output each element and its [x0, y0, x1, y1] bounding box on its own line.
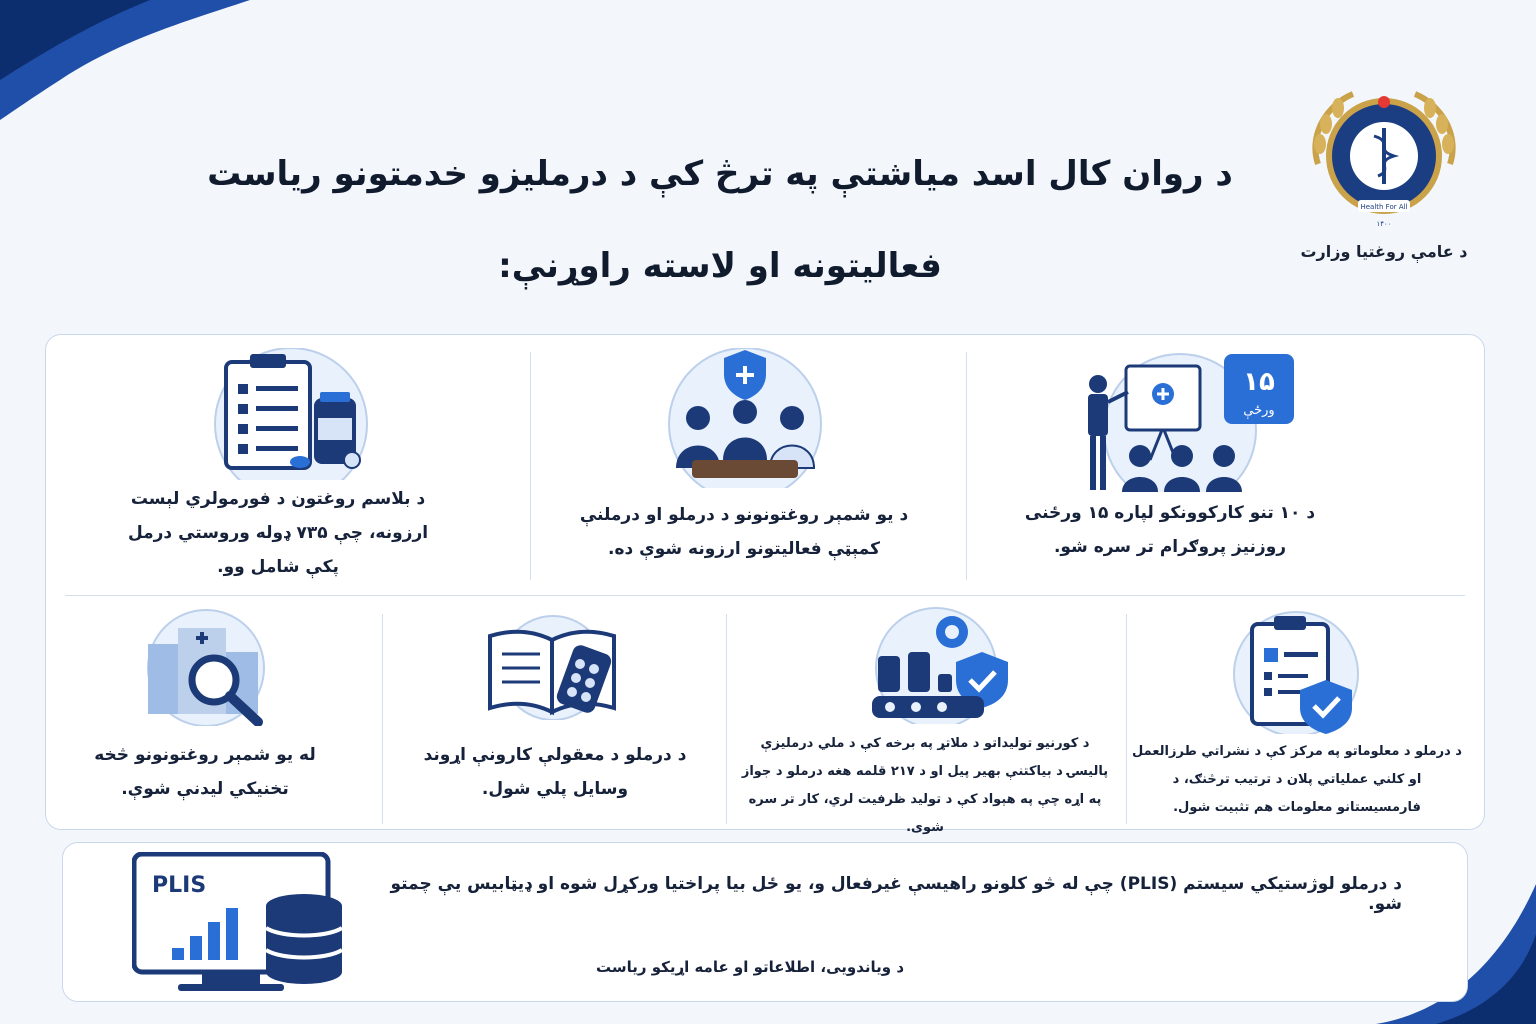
card-formulary-text: د بلاسم روغتون د فورمولري لېست ارزونه، چې ۷۳۵ ډوله وروستي درمل پکې شامل وو. [127, 489, 429, 577]
plis-label: PLIS [152, 873, 207, 898]
days-badge-number: ۱۵ [1243, 367, 1275, 397]
monitor-database-icon [132, 852, 354, 992]
clipboard-medicine-icon [202, 348, 380, 480]
clipboard-shield-icon [1222, 610, 1370, 734]
meeting-committee-icon [656, 348, 834, 488]
plis-text: د درملو لوژستیکي سیستم (PLIS) چې له څو کلونو راهیسې غیرفعال و، یو ځل بیا پراختیا ورکړل شوه او ډیټابیس یې چمتو شو. [390, 874, 1402, 914]
emblem-motto: Health For All [1360, 203, 1408, 211]
ministry-name: د عامې روغتیا وزارت [1300, 242, 1468, 261]
top-left-wave-decoration [0, 0, 260, 120]
column-divider [1126, 614, 1127, 824]
card-committee-text: د یو شمېر روغتونونو د درملو او درملنې کمېټې فعالیتونو ارزونه شوې ده. [579, 505, 909, 559]
ministry-emblem-icon [1298, 84, 1470, 234]
card-training-text: د ۱۰ تنو کارکوونکو لپاره ۱۵ ورځنی روزنیز پروګرام تر سره شو. [1024, 503, 1316, 557]
card-info-center-text: د درملو د معلوماتو په مرکز کې د نشراتي طرزالعمل او کلني عملیاتي پلان د ترتیب ترڅنګ، د فارمسیستانو معلومات هم تثبیت شول. [1132, 744, 1462, 815]
column-divider [966, 352, 967, 580]
training-presentation-icon [1070, 352, 1300, 492]
hospital-inspection-icon [128, 608, 286, 726]
row-divider [65, 595, 1465, 596]
footer-department: د ویاندویی، اطلاعاتو او عامه اړیکو ریاست [595, 958, 905, 976]
card-production-text: د کورنیو تولیداتو د ملاتړ په برخه کې د ملي درملیزې پالیسۍ د بیاکتنې بهیر پیل او د ۲۱۷ قلمه هغه درملو د جواز په اړه چې په هېواد کې د تولید ظرفیت لري، کار تر سره شوی. [741, 736, 1109, 835]
page-title: د روان کال اسد میاشتې په ترڅ کې د درملیزو خدمتونو ریاست فعالیتونه او لاسته راوړنې: [207, 154, 1233, 286]
column-divider [726, 614, 727, 824]
column-divider [530, 352, 531, 580]
emblem-year: ۱۴۰۰ [1376, 220, 1392, 228]
production-line-icon [856, 606, 1016, 724]
column-divider [382, 614, 383, 824]
days-badge-unit: ورځې [1243, 403, 1275, 418]
card-visits-text: له یو شمېر روغتونونو څخه تخنیکي لیدنې شوې. [94, 745, 316, 799]
card-rational-use-text: د درملو د معقولې کارونې اړوند وسایل پلي شول. [423, 745, 687, 799]
book-pills-icon [476, 614, 630, 720]
